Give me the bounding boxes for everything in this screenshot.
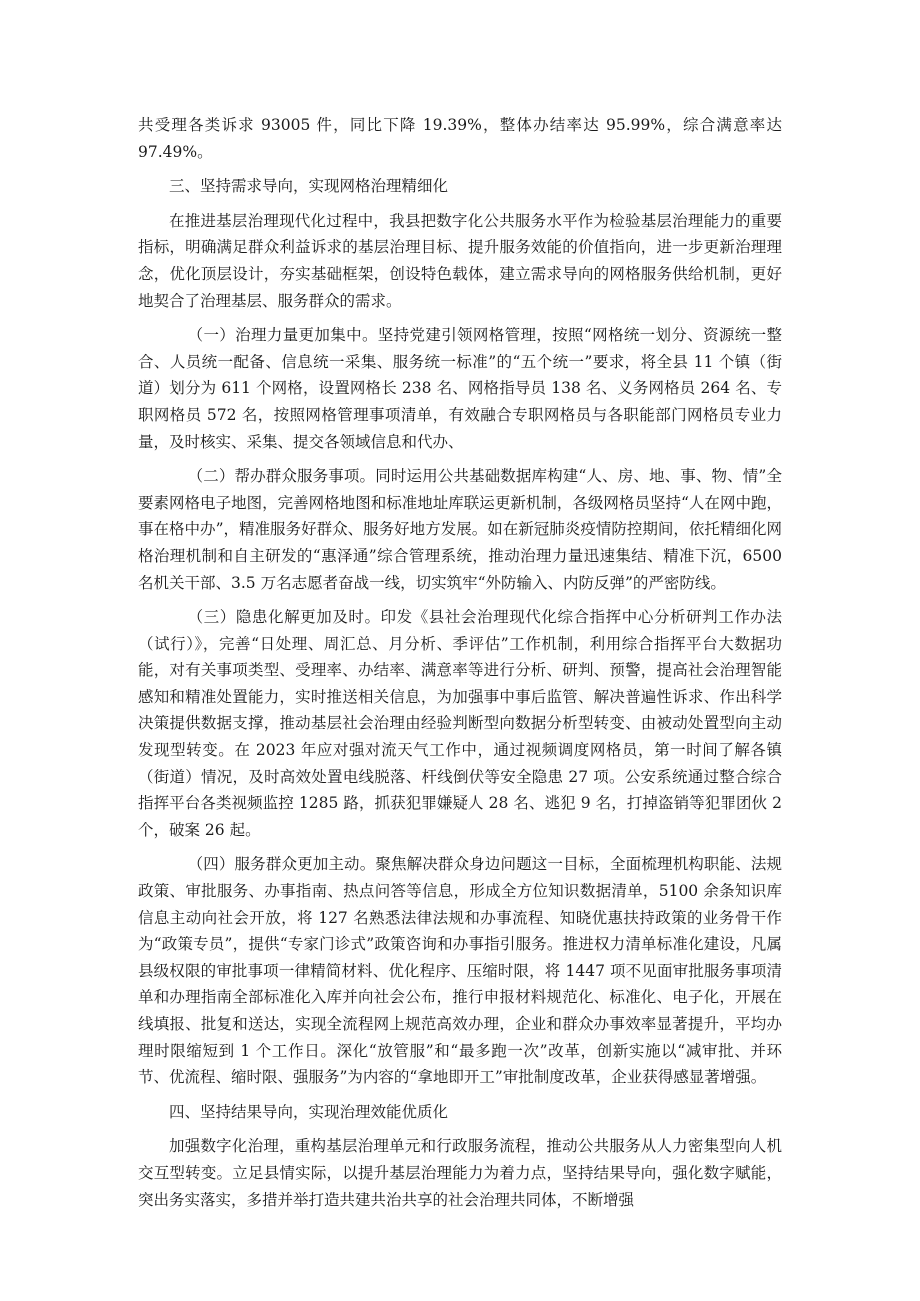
paragraph-item-two: （二）帮办群众服务事项。同时运用公共基础数据库构建“人、房、地、事、物、情”全要素网格电子地图，完善网格地图和标准地址库联运更新机制，各级网格员坚持“人在网中跑，事在格中办”，精准服务好群众、服务好地方发展。如在新冠肺炎疫情防控期间，依托精细化网格治理机制和自主研发的“惠泽通”综合管理系统，推动治理力量迅速集结、精准下沉，6500 名机关干部、3.5 万名志愿者奋战一线，切实筑牢“外防输入、内防反弹”的严密防线。 (138, 467, 782, 592)
paragraph-continuation: 共受理各类诉求 93005 件，同比下降 19.39%，整体办结率达 95.99%，综合满意率达 97.49%。 (138, 116, 782, 161)
section-heading-four: 四、坚持结果导向，实现治理效能优质化 (169, 1102, 449, 1121)
document-body (138, 112, 782, 1221)
paragraph-item-four: （四）服务群众更加主动。聚焦解决群众身边问题这一目标，全面梳理机构职能、法规政策、审批服务、办事指南、热点问答等信息，形成全方位知识数据清单，5100 余条知识库信息主动向社会开放，将 127 名熟悉法律法规和办事流程、知晓优惠扶持政策的业务骨干作为“政策专员”，提供“专家门诊式”政策咨询和办事指引服务。推进权力清单标准化建设，凡属县级权限的审批事项一律精简材料、优化程序、压缩时限，将 1447 项不见面审批服务事项清单和办理指南全部标准化入库并向社会公布，推行申报材料规范化、标准化、电子化，开展在线填报、批复和送达，实现全流程网上规范高效办理，企业和群众办事效率显著提升，平均办理时限缩短到 1 个工作日。深化“放管服”和“最多跑一次”改革，创新实施以“减审批、并环节、优流程、缩时限、强服务”为内容的“拿地即开工”审批制度改革，企业获得感显著增强。 (138, 855, 782, 1087)
paragraph-intro-four: 加强数字化治理，重构基层治理单元和行政服务流程，推动公共服务从人力密集型向人机交互型转变。立足县情实际，以提升基层治理能力为着力点，坚持结果导向，强化数字赋能，突出务实落实，多措并举打造共建共治共享的社会治理共同体，不断增强 (138, 1137, 782, 1209)
paragraph-intro-three: 在推进基层治理现代化过程中，我县把数字化公共服务水平作为检验基层治理能力的重要指标，明确满足群众利益诉求的基层治理目标、提升服务效能的价值指向，进一步更新治理理念，优化顶层设计，夯实基础框架，创设特色载体，建立需求导向的网格服务供给机制，更好地契合了治理基层、服务群众的需求。 (138, 211, 782, 310)
paragraph-item-three: （三）隐患化解更加及时。印发《县社会治理现代化综合指挥中心分析研判工作办法（试行）》，完善“日处理、周汇总、月分析、季评估”工作机制，利用综合指挥平台大数据功能，对有关事项类型、受理率、办结率、满意率等进行分析、研判、预警，提高社会治理智能感知和精准处置能力，实时推送相关信息，为加强事中事后监管、解决普遍性诉求、作出科学决策提供数据支撑，推动基层社会治理由经验判断型向数据分析型转变、由被动处置型向主动发现型转变。在 2023 年应对强对流天气工作中，通过视频调度网格员，第一时间了解各镇（街道）情况，及时高效处置电线脱落、杆线倒伏等安全隐患 27 项。公安系统通过整合综合指挥平台各类视频监控 1285 路，抓获犯罪嫌疑人 28 名、逃犯 9 名，打掉盗销等犯罪团伙 2 个，破案 26 起。 (138, 608, 782, 839)
paragraph-item-one: （一）治理力量更加集中。坚持党建引领网格管理，按照“网格统一划分、资源统一整合、人员统一配备、信息统一采集、服务统一标准”的“五个统一”要求，将全县 11 个镇（街道）划分为 611 个网格，设置网格长 238 名、网格指导员 138 名、义务网格员 264 名、专职网格员 572 名，按照网格管理事项清单，有效融合专职网格员与各职能部门网格员专业力量，及时核实、采集、提交各领域信息和代办、 (138, 326, 782, 451)
section-heading-three: 三、坚持需求导向，实现网格治理精细化 (169, 177, 449, 196)
